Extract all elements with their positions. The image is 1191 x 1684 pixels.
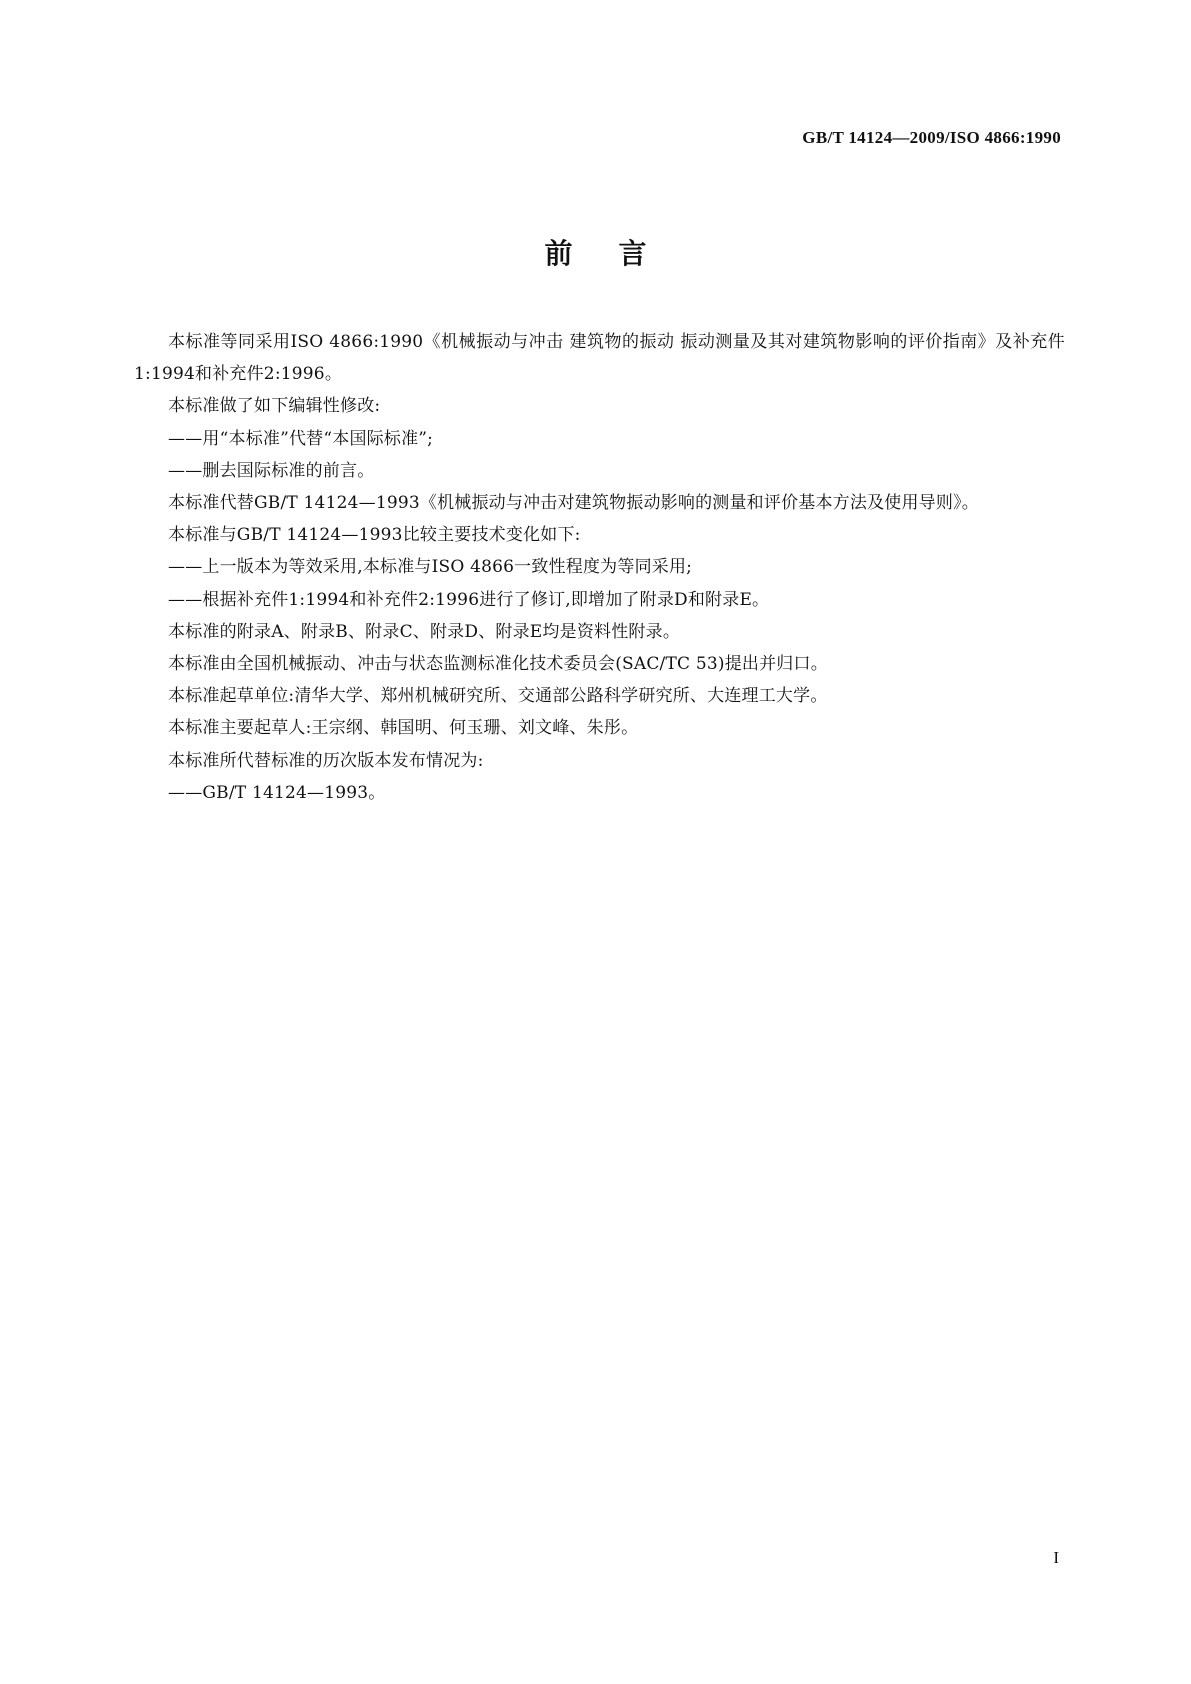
standard-code: GB/T 14124—2009/ISO 4866:1990 <box>802 128 1061 147</box>
paragraph-adoption: 本标准等同采用ISO 4866:1990《机械振动与冲击 建筑物的振动 振动测量及其对建筑物影响的评价指南》及补充件1:1994和补充件2:1996。 <box>134 332 1065 385</box>
list-item: ——上一版本为等效采用,本标准与ISO 4866一致性程度为等同采用; <box>168 557 693 578</box>
foreword-body <box>134 326 1065 809</box>
paragraph-annexes: 本标准的附录A、附录B、附录C、附录D、附录E均是资料性附录。 <box>168 621 681 642</box>
paragraph-technical-changes: 本标准与GB/T 14124—1993比较主要技术变化如下: <box>168 525 581 546</box>
list-item: ——GB/T 14124—1993。 <box>168 782 386 803</box>
paragraph-replaces: 本标准代替GB/T 14124—1993《机械振动与冲击对建筑物振动影响的测量和评价基本方法及使用导则》。 <box>168 493 979 514</box>
paragraph-previous-editions: 本标准所代替标准的历次版本发布情况为: <box>168 750 484 771</box>
page-title: 前言 <box>544 237 693 270</box>
list-item: ——根据补充件1:1994和补充件2:1996进行了修订,即增加了附录D和附录E。 <box>168 589 770 610</box>
paragraph-editorial-changes: 本标准做了如下编辑性修改: <box>168 396 381 417</box>
paragraph-drafting-units: 本标准起草单位:清华大学、郑州机械研究所、交通部公路科学研究所、大连理工大学。 <box>168 686 828 707</box>
list-item: ——删去国际标准的前言。 <box>168 460 375 481</box>
list-item: ——用“本标准”代替“本国际标准”; <box>168 428 434 449</box>
paragraph-proposed-by: 本标准由全国机械振动、冲击与状态监测标准化技术委员会(SAC/TC 53)提出并归口。 <box>168 654 828 675</box>
paragraph-drafters: 本标准主要起草人:王宗纲、韩国明、何玉珊、刘文峰、朱彤。 <box>168 718 639 739</box>
page-number: I <box>1053 1548 1059 1567</box>
